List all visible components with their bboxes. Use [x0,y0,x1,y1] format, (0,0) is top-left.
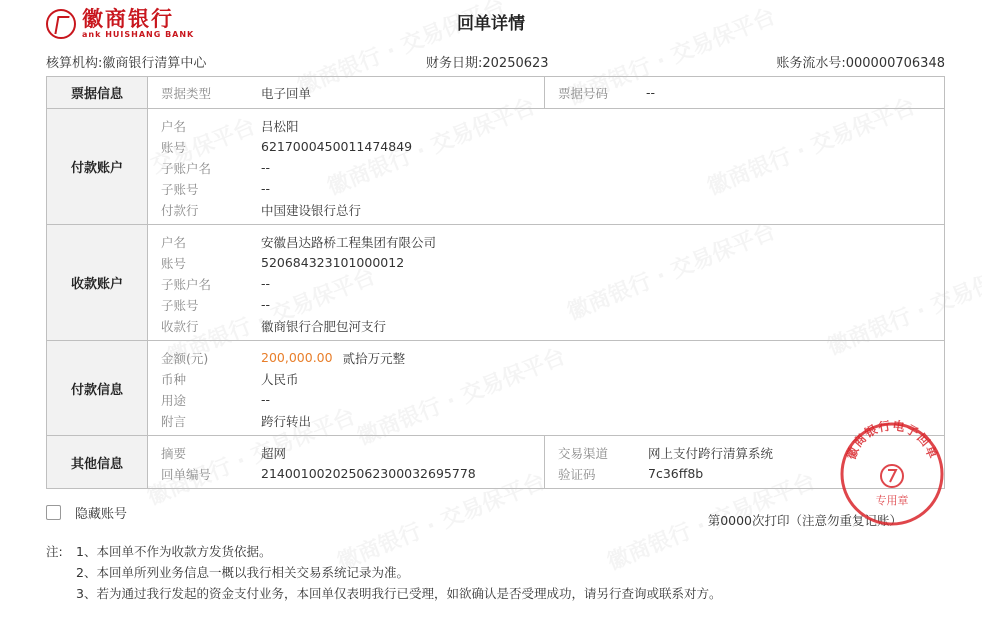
list-item [46,583,721,604]
payment-row [47,341,945,436]
ticket-type-cell [148,77,545,109]
note-text: 1、本回单不作为收款方发货依据。 [76,544,272,559]
verify-value: 7c36ff8b [648,466,704,481]
list-item [148,389,944,410]
serial-label: 账务流水号: [776,56,846,71]
receipt-no-label: 回单编号 [161,466,212,482]
field-label: 子账号 [161,297,199,313]
summary-value: 超网 [261,445,287,461]
seal-text-bottom: 专用章 [875,494,909,507]
bank-name-cn: 徽商银行 [82,7,174,31]
field-value: -- [261,276,271,291]
channel-value: 网上支付跨行清算系统 [648,445,774,461]
field-label: 子账户名 [161,276,212,292]
field-label: 收款行 [161,318,199,334]
notes [46,541,721,604]
payee-section-label: 收款账户 [47,225,148,341]
notes-prefix: 注: [46,544,63,559]
field-value: 6217000450011474849 [261,139,413,154]
payment-section-label: 付款信息 [47,341,148,436]
print-count-note: 第0000次打印（注意勿重复记账） [707,513,902,528]
other-left-fields [148,436,545,489]
payer-fields [148,109,945,225]
field-value: -- [261,160,271,175]
field-value: -- [261,297,271,312]
date-label: 财务日期: [426,56,483,71]
date-value: 20250623 [482,56,549,71]
field-value: 吕松阳 [261,118,299,134]
payer-section-label: 付款账户 [47,109,148,225]
list-item [46,562,721,583]
ticket-type-value: 电子回单 [261,85,312,101]
note-text: 3、若为通过我行发起的资金支付业务，本回单仅表明我行已受理，如欲确认是否受理成功，请另行查询或联系对方。 [76,586,722,601]
ticket-section-label: 票据信息 [47,77,148,109]
serial-value: 000000706348 [845,56,945,71]
amount-words: 贰拾万元整 [342,350,406,366]
receipt-no-value: 21400100202506230003269577​8 [261,466,476,481]
ticket-number-cell [545,77,945,109]
page-title: 回单详情 [457,14,525,34]
org-info [46,52,206,71]
amount-value: 200,000.00 [261,350,333,365]
list-item [148,115,944,136]
list-item [148,199,944,220]
field-value: 人民币 [261,371,299,387]
list-item [148,231,944,252]
serial-info [776,52,945,71]
channel-label: 交易渠道 [558,445,609,461]
hide-account-toggle[interactable] [46,503,127,522]
org-label: 核算机构: [46,56,103,71]
list-item [148,252,944,273]
ticket-row [47,77,945,109]
ticket-type-label: 票据类型 [161,85,212,101]
list-item [148,136,944,157]
field-label: 币种 [161,371,187,387]
list-item [545,463,944,484]
list-item [148,410,944,431]
ticket-number-value: -- [646,85,656,100]
verify-label: 验证码 [558,466,596,482]
payment-fields [148,341,945,436]
payer-row [47,109,945,225]
field-value: -- [261,181,271,196]
date-info [426,52,549,71]
list-item [148,347,944,368]
list-item [148,273,944,294]
payee-row [47,225,945,341]
summary-label: 摘要 [161,445,187,461]
note-text: 2、本回单所列业务信息一概以我行相关交易系统记录为准。 [76,565,409,580]
field-label: 账号 [161,255,187,271]
field-value: -- [261,392,271,407]
other-right-fields [545,436,945,489]
field-label: 附言 [161,413,187,429]
list-item [148,315,944,336]
field-value: 徽商银行合肥包河支行 [261,318,387,334]
field-value: 520684323101000012 [261,255,405,270]
field-label: 付款行 [161,202,199,218]
list-item [46,541,721,562]
payee-fields [148,225,945,341]
list-item [148,157,944,178]
hide-account-checkbox[interactable] [46,505,61,520]
receipt-table [46,76,945,489]
list-item [545,442,944,463]
header [0,0,982,46]
field-label: 子账户名 [161,160,212,176]
seal-text-top: 徽商银行电子回单 [843,418,941,462]
list-item [148,442,544,463]
other-row [47,436,945,489]
ticket-number-label: 票据号码 [558,85,609,101]
list-item [148,368,944,389]
amount-label: 金额(元) [161,350,209,366]
list-item [148,463,544,484]
field-label: 户名 [161,118,187,134]
field-value: 安徽昌达路桥工程集团有限公司 [261,234,437,250]
field-label: 用途 [161,392,187,408]
list-item [148,294,944,315]
org-value: 徽商银行清算中心 [102,56,207,71]
other-section-label: 其他信息 [47,436,148,489]
field-label: 子账号 [161,181,199,197]
hide-account-label: 隐藏账号 [75,507,128,522]
field-value: 跨行转出 [261,413,312,429]
field-label: 账号 [161,139,187,155]
field-label: 户名 [161,234,187,250]
field-value: 中国建设银行总行 [261,202,362,218]
list-item [148,178,944,199]
bank-name-en: ank HUISHANG BANK [82,30,195,39]
